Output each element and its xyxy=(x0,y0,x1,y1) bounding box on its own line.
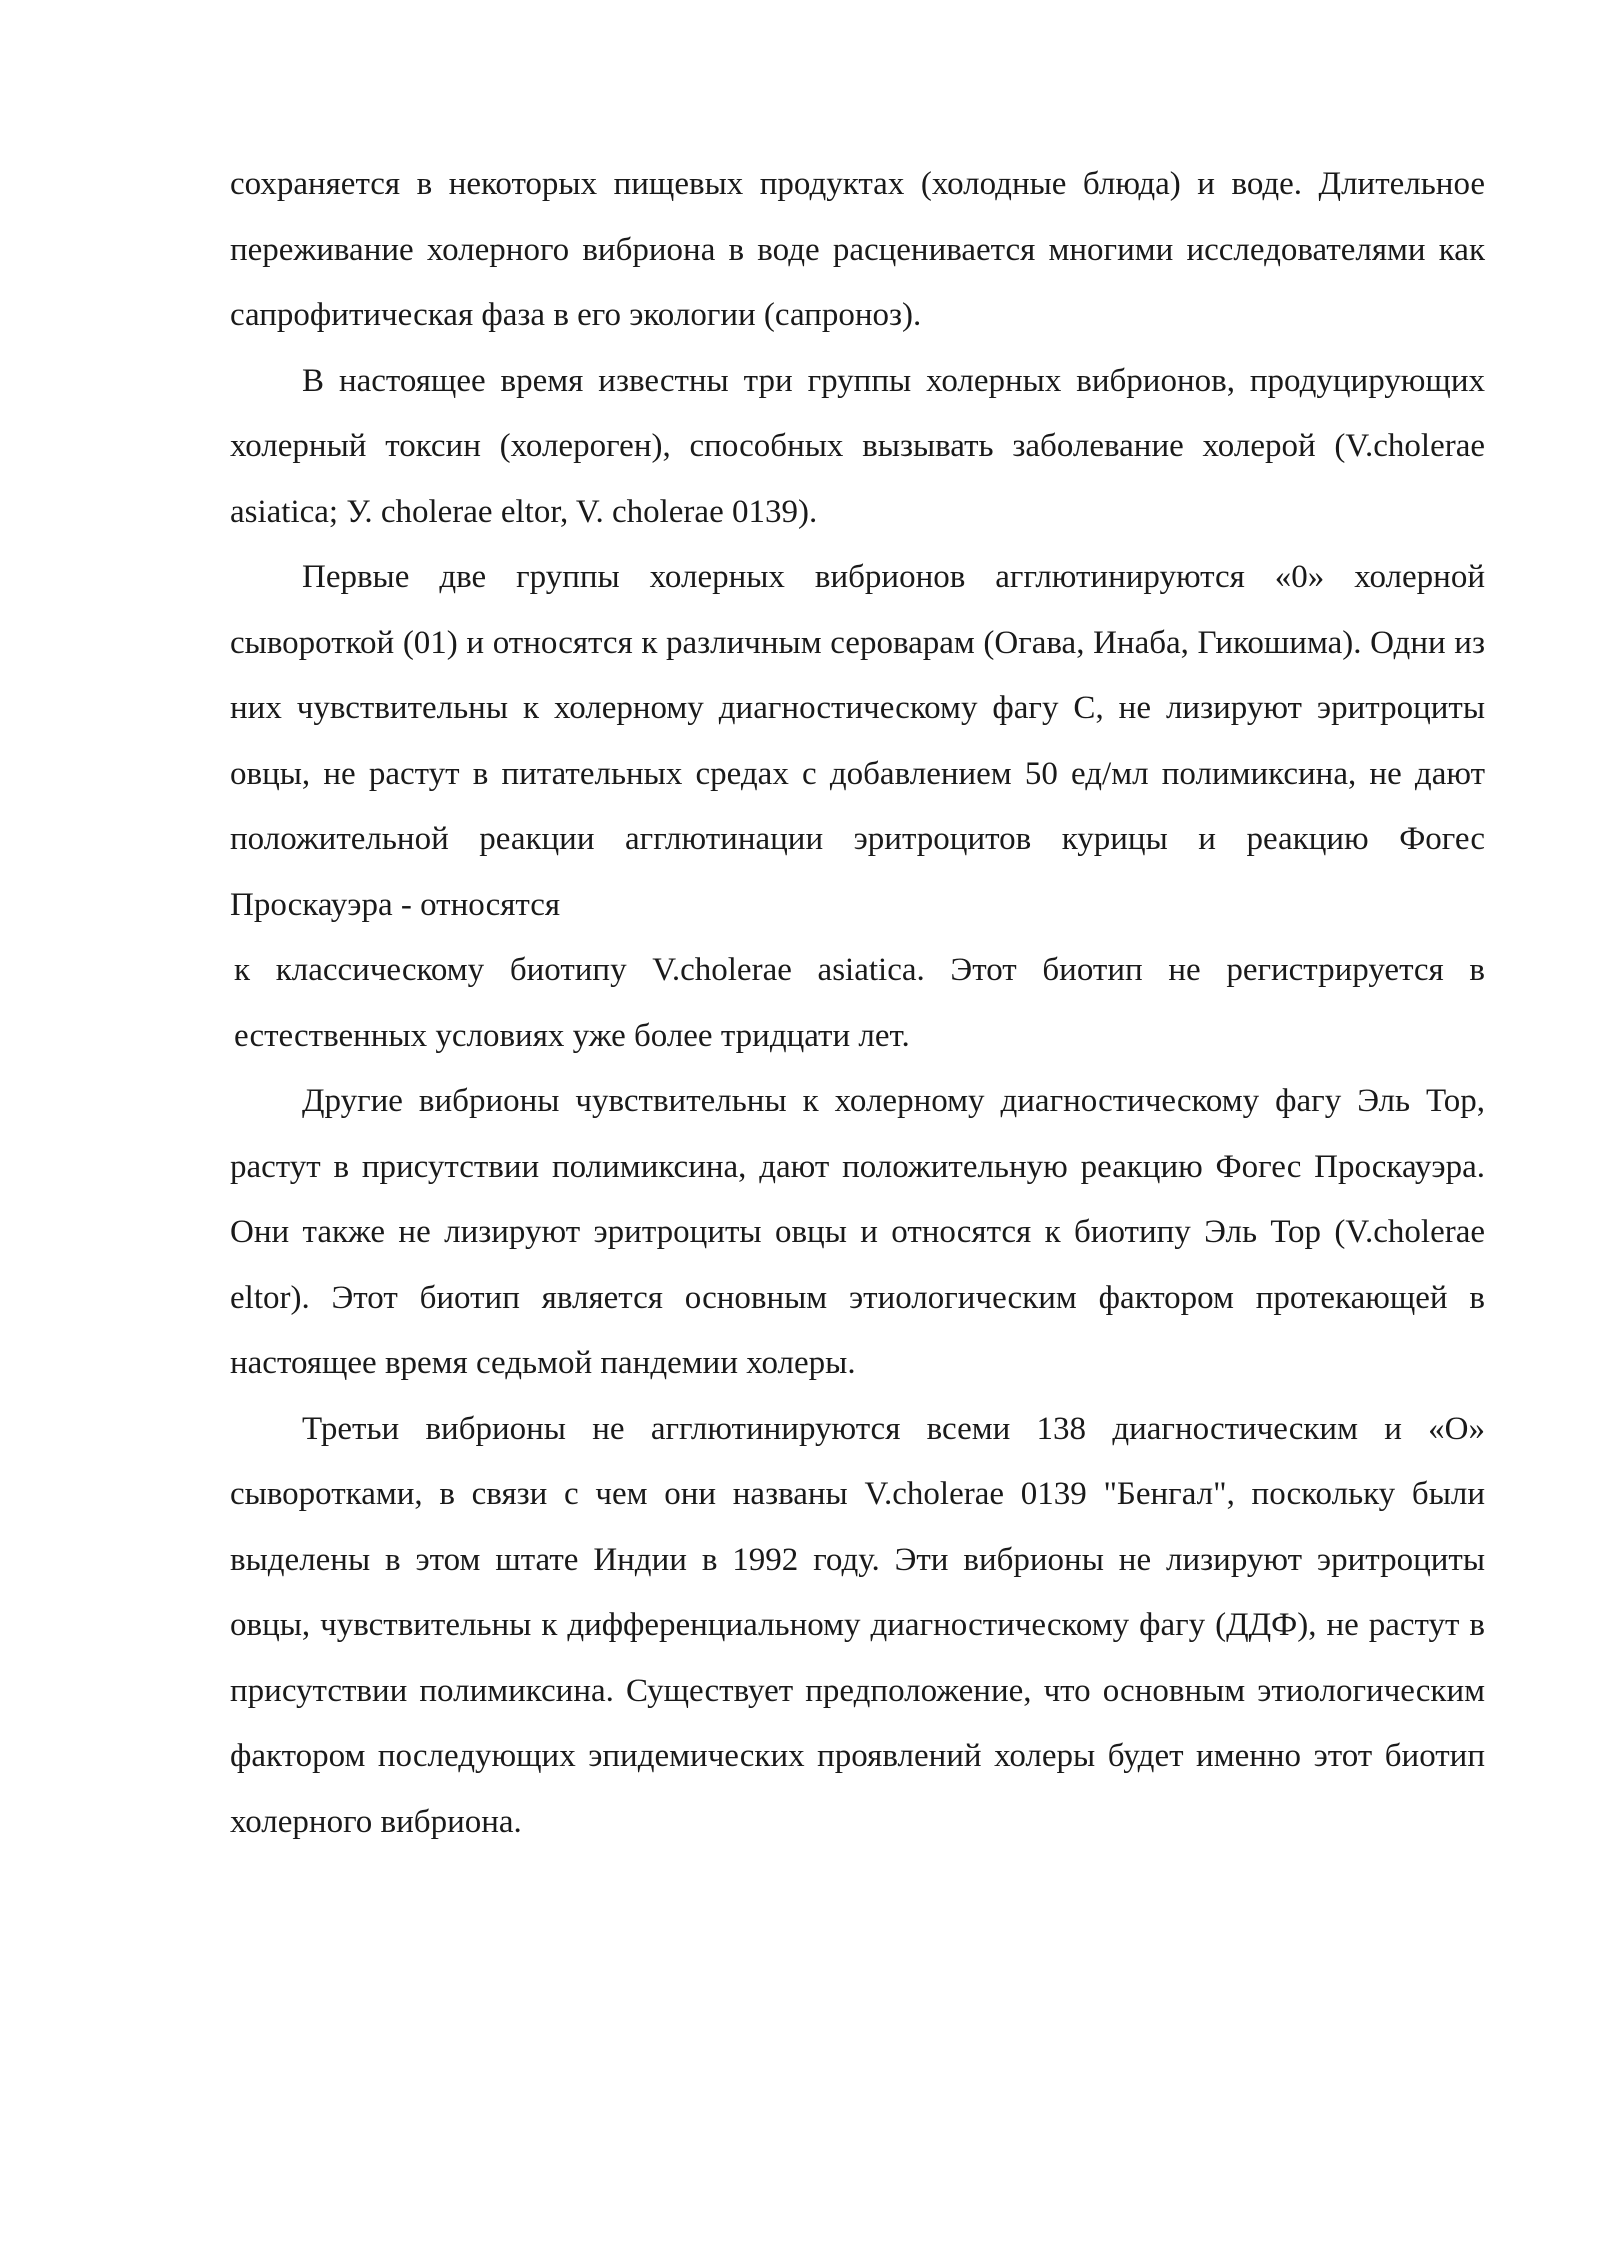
document-page xyxy=(230,152,1485,1855)
paragraph-5: Третьи вибрионы не агглютинируются всеми 138 диагностическим и «О» сыворотками, в связи с чем они названы V.cholerae 0139 "Бенгал", поскольку были выделены в этом штате Индии в 1992 году. Эти вибрионы не лизируют эритроциты овцы, чувствительны к дифференциальному диагностическому фагу (ДДФ), не растут в присутствии полимиксина. Существует предположение, что основным этиологическим фактором последующих эпидемических проявлений холеры будет именно этот биотип холерного вибриона. xyxy=(230,1410,1485,1840)
paragraph-4: Другие вибрионы чувствительны к холерному диагностическому фагу Эль Тор, растут в присутствии полимиксина, дают положительную реакцию Фогес Проскауэра. Они также не лизируют эритроциты овцы и относятся к биотипу Эль Тор (V.cholerae eltor). Этот биотип является основным этиологическим фактором протекающей в настоящее время седьмой пандемии холеры. xyxy=(230,1083,1485,1381)
paragraph-3-continuation: к классическому биотипу V.cholerae asiatica. Этот биотип не регистрируется в естественных условиях уже более тридцати лет. xyxy=(234,952,1485,1054)
paragraph-2: В настоящее время известны три группы холерных вибрионов, продуцирующих холерный токсин (холероген), способных вызывать заболевание холерой (V.cholerae asiatica; У. cholerae eltor, V. cholerae 0139). xyxy=(230,362,1485,530)
paragraph-3: Первые две группы холерных вибрионов агглютинируются «0» холерной сывороткой (01) и относятся к различным сероварам (Огава, Инаба, Гикошима). Одни из них чувствительны к холерному диагностическому фагу С, не лизируют эритроциты овцы, не растут в питательных средах с добавлением 50 ед/мл полимиксина, не дают положительной реакции агглютинации эритроцитов курицы и реакцию Фогес Проскауэра - относятся xyxy=(230,559,1485,923)
paragraph-1: сохраняется в некоторых пищевых продуктах (холодные блюда) и воде. Длительное переживание холерного вибриона в воде расценивается многими исследователями как сапрофитическая фаза в его экологии (сапроноз). xyxy=(230,166,1485,333)
